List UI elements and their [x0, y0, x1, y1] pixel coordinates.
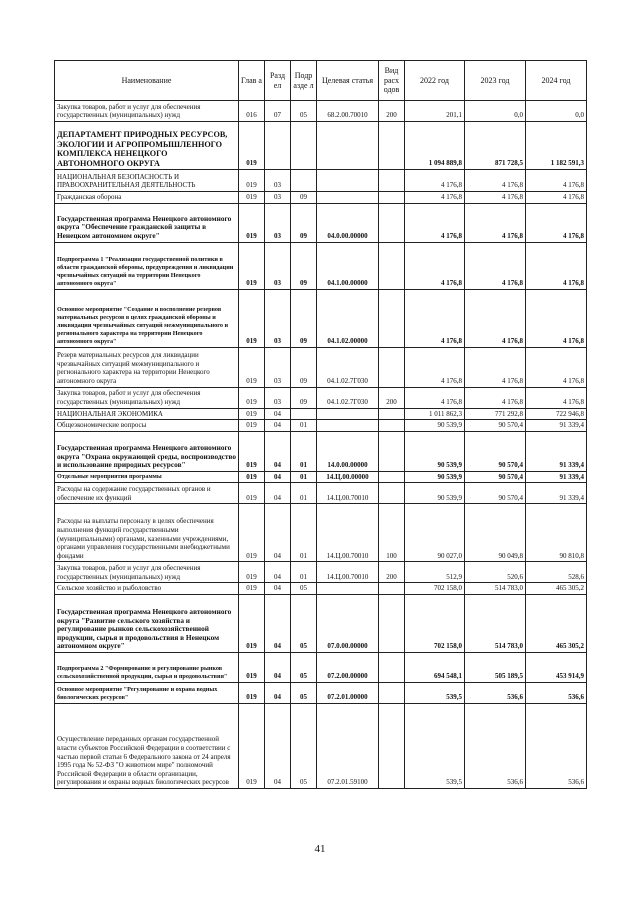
cell-vid [379, 289, 405, 347]
cell-name: Основное мероприятие "Создание и восполнение резервов материальных ресурсов в целях гражданской обороны и ликвидации чрезвычайных ситуаций межмуниципального и регионального характера на территории Ненецкого автономного округа" [55, 289, 239, 347]
cell-razdel: 04 [265, 583, 291, 595]
cell-2022: 4 176,8 [405, 203, 465, 242]
header-name: Наименование [55, 61, 239, 101]
cell-2022: 90 539,9 [405, 471, 465, 483]
cell-article [317, 408, 379, 420]
cell-article: 04.1.02.00000 [317, 289, 379, 347]
cell-2024: 91 339,4 [526, 431, 587, 471]
cell-2024: 453 914,9 [526, 652, 587, 682]
cell-glava: 019 [239, 420, 265, 432]
cell-article: 07.2.00.00000 [317, 652, 379, 682]
cell-name: НАЦИОНАЛЬНАЯ БЕЗОПАСНОСТЬ И ПРАВООХРАНИТЕЛЬНАЯ ДЕЯТЕЛЬНОСТЬ [55, 170, 239, 192]
cell-razdel: 03 [265, 289, 291, 347]
cell-glava: 019 [239, 122, 265, 170]
cell-glava: 019 [239, 242, 265, 289]
cell-article: 07.2.01.59100 [317, 703, 379, 788]
cell-vid: 200 [379, 387, 405, 408]
cell-name: ДЕПАРТАМЕНТ ПРИРОДНЫХ РЕСУРСОВ, ЭКОЛОГИИ И АГРОПРОМЫШЛЕННОГО КОМПЛЕКСА НЕНЕЦКОГО АВТОНОМНОГО ОКРУГА [55, 122, 239, 170]
cell-podrazdel: 05 [291, 652, 317, 682]
cell-2024: 1 182 591,3 [526, 122, 587, 170]
cell-podrazdel: 09 [291, 192, 317, 204]
cell-glava: 019 [239, 504, 265, 562]
cell-podrazdel: 01 [291, 562, 317, 583]
cell-article: 04.1.02.7Г030 [317, 347, 379, 387]
table-row [55, 170, 587, 192]
cell-glava: 019 [239, 562, 265, 583]
cell-podrazdel: 01 [291, 420, 317, 432]
cell-article: 14.0.00.00000 [317, 431, 379, 471]
cell-glava: 016 [239, 101, 265, 122]
cell-2024: 465 305,2 [526, 583, 587, 595]
cell-vid [379, 420, 405, 432]
cell-2023: 4 176,8 [465, 387, 526, 408]
cell-name: Расходы на выплаты персоналу в целях обеспечения выполнения функций государственными (муниципальными) органами, казенными учреждениями, органами управления государственными внебюджетными фондами [55, 504, 239, 562]
header-2024: 2024 год [526, 61, 587, 101]
cell-podrazdel: 05 [291, 594, 317, 652]
cell-vid: 100 [379, 504, 405, 562]
table-row [55, 483, 587, 504]
table-row [55, 203, 587, 242]
cell-vid [379, 652, 405, 682]
cell-podrazdel: 05 [291, 583, 317, 595]
cell-2022: 694 548,1 [405, 652, 465, 682]
cell-name: Резерв материальных ресурсов для ликвидации чрезвычайных ситуаций межмуниципального и регионального характера на территории Ненецкого автономного округа [55, 347, 239, 387]
cell-2024: 91 339,4 [526, 483, 587, 504]
cell-2024: 91 339,4 [526, 420, 587, 432]
cell-2023: 90 049,8 [465, 504, 526, 562]
cell-razdel: 04 [265, 652, 291, 682]
cell-razdel: 03 [265, 203, 291, 242]
cell-razdel: 07 [265, 101, 291, 122]
cell-article [317, 420, 379, 432]
cell-glava: 019 [239, 431, 265, 471]
cell-2024: 91 339,4 [526, 471, 587, 483]
cell-glava: 019 [239, 583, 265, 595]
cell-vid: 200 [379, 562, 405, 583]
cell-name: Государственная программа Ненецкого автономного округа "Охрана окружающей среды, воспроизводство и использование природных ресурсов" [55, 431, 239, 471]
cell-razdel: 03 [265, 192, 291, 204]
cell-razdel: 03 [265, 170, 291, 192]
cell-article [317, 583, 379, 595]
cell-2024: 4 176,8 [526, 387, 587, 408]
cell-razdel [265, 122, 291, 170]
cell-name: Закупка товаров, работ и услуг для обеспечения государственных (муниципальных) нужд [55, 101, 239, 122]
cell-podrazdel: 01 [291, 471, 317, 483]
table-row [55, 122, 587, 170]
cell-name: Отдельные мероприятия программы [55, 471, 239, 483]
budget-table-container [54, 60, 586, 789]
cell-glava: 019 [239, 652, 265, 682]
cell-vid [379, 347, 405, 387]
header-glava: Глав а [239, 61, 265, 101]
cell-2023: 4 176,8 [465, 347, 526, 387]
cell-podrazdel: 09 [291, 203, 317, 242]
cell-2023: 505 189,5 [465, 652, 526, 682]
header-2022: 2022 год [405, 61, 465, 101]
table-row [55, 420, 587, 432]
cell-name: Закупка товаров, работ и услуг для обеспечения государственных (муниципальных) нужд [55, 387, 239, 408]
cell-2022: 1 011 862,3 [405, 408, 465, 420]
cell-2023: 4 176,8 [465, 170, 526, 192]
cell-podrazdel: 09 [291, 387, 317, 408]
cell-2022: 702 158,0 [405, 583, 465, 595]
cell-podrazdel: 09 [291, 347, 317, 387]
cell-podrazdel: 01 [291, 504, 317, 562]
cell-name: Закупка товаров, работ и услуг для обеспечения государственных (муниципальных) нужд [55, 562, 239, 583]
table-row [55, 101, 587, 122]
table-row [55, 408, 587, 420]
cell-podrazdel: 09 [291, 289, 317, 347]
cell-article: 04.1.00.00000 [317, 242, 379, 289]
cell-2022: 90 539,9 [405, 420, 465, 432]
cell-podrazdel: 01 [291, 431, 317, 471]
cell-2024: 4 176,8 [526, 347, 587, 387]
cell-vid [379, 483, 405, 504]
cell-2024: 722 946,8 [526, 408, 587, 420]
budget-table [54, 60, 587, 789]
table-row [55, 289, 587, 347]
table-row [55, 583, 587, 595]
cell-glava: 019 [239, 483, 265, 504]
cell-podrazdel: 01 [291, 483, 317, 504]
table-row [55, 387, 587, 408]
cell-razdel: 04 [265, 504, 291, 562]
cell-vid [379, 242, 405, 289]
table-row [55, 471, 587, 483]
cell-vid [379, 703, 405, 788]
cell-2022: 90 027,0 [405, 504, 465, 562]
cell-glava: 019 [239, 594, 265, 652]
cell-2024: 4 176,8 [526, 203, 587, 242]
cell-2024: 4 176,8 [526, 170, 587, 192]
cell-vid [379, 583, 405, 595]
cell-2024: 528,6 [526, 562, 587, 583]
cell-vid [379, 203, 405, 242]
header-vid: Вид расх одов [379, 61, 405, 101]
table-row [55, 431, 587, 471]
cell-razdel: 03 [265, 387, 291, 408]
table-header-row [55, 61, 587, 101]
cell-article: 14.Ц.00.00000 [317, 471, 379, 483]
cell-2024: 536,6 [526, 703, 587, 788]
cell-glava: 019 [239, 682, 265, 703]
cell-2024: 4 176,8 [526, 192, 587, 204]
cell-glava: 019 [239, 289, 265, 347]
cell-vid [379, 408, 405, 420]
cell-article [317, 122, 379, 170]
cell-razdel: 03 [265, 347, 291, 387]
cell-2023: 4 176,8 [465, 242, 526, 289]
cell-podrazdel: 05 [291, 101, 317, 122]
cell-name: Расходы на содержание государственных органов и обеспечение их функций [55, 483, 239, 504]
cell-2023: 536,6 [465, 682, 526, 703]
cell-vid [379, 170, 405, 192]
cell-vid [379, 431, 405, 471]
table-row [55, 652, 587, 682]
cell-article: 14.Ц.00.70010 [317, 504, 379, 562]
cell-name: Гражданская оборона [55, 192, 239, 204]
cell-vid [379, 471, 405, 483]
header-podrazdel: Подр азде л [291, 61, 317, 101]
cell-name: НАЦИОНАЛЬНАЯ ЭКОНОМИКА [55, 408, 239, 420]
cell-razdel: 04 [265, 594, 291, 652]
cell-2022: 4 176,8 [405, 347, 465, 387]
header-article: Целевая статья [317, 61, 379, 101]
cell-2023: 4 176,8 [465, 289, 526, 347]
cell-2023: 520,6 [465, 562, 526, 583]
cell-2024: 4 176,8 [526, 289, 587, 347]
cell-2022: 539,5 [405, 703, 465, 788]
cell-2023: 514 783,0 [465, 594, 526, 652]
cell-name: Сельское хозяйство и рыболовство [55, 583, 239, 595]
cell-2023: 90 570,4 [465, 431, 526, 471]
cell-article: 04.0.00.00000 [317, 203, 379, 242]
cell-2022: 4 176,8 [405, 289, 465, 347]
table-row [55, 347, 587, 387]
cell-2022: 512,9 [405, 562, 465, 583]
cell-2022: 702 158,0 [405, 594, 465, 652]
table-row [55, 192, 587, 204]
cell-glava: 019 [239, 203, 265, 242]
cell-2023: 90 570,4 [465, 483, 526, 504]
cell-glava: 019 [239, 347, 265, 387]
cell-name: Общеэкономические вопросы [55, 420, 239, 432]
cell-article: 68.2.00.70010 [317, 101, 379, 122]
cell-2023: 90 570,4 [465, 471, 526, 483]
cell-2022: 4 176,8 [405, 387, 465, 408]
cell-razdel: 03 [265, 242, 291, 289]
cell-article: 14.Ц.00.70010 [317, 483, 379, 504]
cell-2022: 201,1 [405, 101, 465, 122]
cell-2022: 4 176,8 [405, 242, 465, 289]
table-row [55, 703, 587, 788]
cell-2023: 4 176,8 [465, 192, 526, 204]
cell-name: Основное мероприятие "Регулирование и охрана водных биологических ресурсов" [55, 682, 239, 703]
cell-2022: 90 539,9 [405, 483, 465, 504]
cell-glava: 019 [239, 408, 265, 420]
table-row [55, 682, 587, 703]
header-razdel: Разд ел [265, 61, 291, 101]
cell-2022: 1 094 889,8 [405, 122, 465, 170]
cell-2023: 4 176,8 [465, 203, 526, 242]
cell-glava: 019 [239, 387, 265, 408]
cell-podrazdel [291, 170, 317, 192]
cell-2023: 0,0 [465, 101, 526, 122]
cell-name: Государственная программа Ненецкого автономного округа "Обеспечение гражданской защиты в Ненецком автономном округе" [55, 203, 239, 242]
page-number: 41 [314, 843, 326, 855]
cell-2023: 90 570,4 [465, 420, 526, 432]
cell-razdel: 04 [265, 703, 291, 788]
cell-2024: 0,0 [526, 101, 587, 122]
table-row [55, 504, 587, 562]
cell-article: 04.1.02.7Г030 [317, 387, 379, 408]
cell-2024: 465 305,2 [526, 594, 587, 652]
cell-name: Подпрограмма 2 "Формирование и регулирование рынков сельскохозяйственной продукции, сырья и продовольствия" [55, 652, 239, 682]
cell-2023: 871 728,5 [465, 122, 526, 170]
cell-article: 07.0.00.00000 [317, 594, 379, 652]
cell-name: Осуществление переданных органам государственной власти субъектов Российской Федерации в соответствии с частью первой статьи 6 Федерального закона от 24 апреля 1995 года № 52-ФЗ "О животном мире" полномочий Российской Федерации в области организации, регулирования и охраны водных биологических ресурсов [55, 703, 239, 788]
cell-razdel: 04 [265, 420, 291, 432]
cell-2022: 539,5 [405, 682, 465, 703]
cell-podrazdel [291, 408, 317, 420]
cell-2024: 4 176,8 [526, 242, 587, 289]
cell-vid [379, 192, 405, 204]
cell-2023: 771 292,8 [465, 408, 526, 420]
cell-article [317, 170, 379, 192]
cell-vid: 200 [379, 101, 405, 122]
cell-glava: 019 [239, 170, 265, 192]
cell-2024: 536,6 [526, 682, 587, 703]
cell-vid [379, 122, 405, 170]
header-2023: 2023 год [465, 61, 526, 101]
cell-2024: 90 810,8 [526, 504, 587, 562]
cell-2023: 536,6 [465, 703, 526, 788]
cell-glava: 019 [239, 471, 265, 483]
cell-name: Подпрограмма 1 "Реализация государственной политики в области гражданской обороны, предупреждения и ликвидации чрезвычайных ситуаций на территории Ненецкого автономного округа" [55, 242, 239, 289]
cell-glava: 019 [239, 703, 265, 788]
cell-2022: 4 176,8 [405, 192, 465, 204]
cell-razdel: 04 [265, 483, 291, 504]
cell-glava: 019 [239, 192, 265, 204]
cell-razdel: 04 [265, 471, 291, 483]
cell-razdel: 04 [265, 682, 291, 703]
cell-vid [379, 682, 405, 703]
table-row [55, 242, 587, 289]
cell-vid [379, 594, 405, 652]
cell-article: 14.Ц.00.70010 [317, 562, 379, 583]
cell-2023: 514 783,0 [465, 583, 526, 595]
table-row [55, 594, 587, 652]
cell-name: Государственная программа Ненецкого автономного округа "Развитие сельского хозяйства и регулирование рынков сельскохозяйственной продукции, сырья и продовольствия в Ненецком автономном округе" [55, 594, 239, 652]
cell-razdel: 04 [265, 408, 291, 420]
cell-article [317, 192, 379, 204]
cell-razdel: 04 [265, 431, 291, 471]
cell-podrazdel: 09 [291, 242, 317, 289]
cell-podrazdel: 05 [291, 703, 317, 788]
cell-podrazdel [291, 122, 317, 170]
cell-article: 07.2.01.00000 [317, 682, 379, 703]
cell-2022: 4 176,8 [405, 170, 465, 192]
cell-razdel: 04 [265, 562, 291, 583]
cell-2022: 90 539,9 [405, 431, 465, 471]
cell-podrazdel: 05 [291, 682, 317, 703]
table-row [55, 562, 587, 583]
